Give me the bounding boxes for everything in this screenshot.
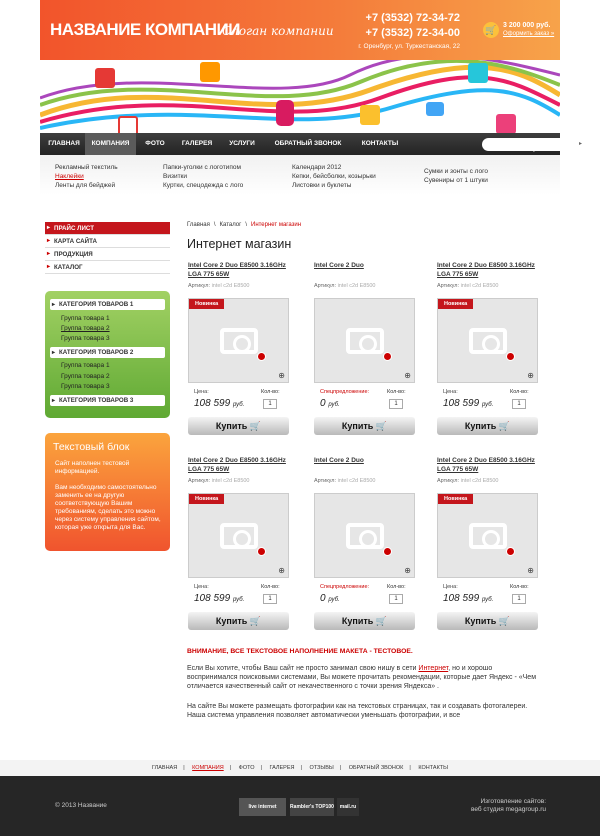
product-article: Артикул: intel c2d E8500 <box>314 283 376 289</box>
fnav-callback[interactable]: ОБРАТНЫЙ ЗВОНОК <box>348 765 404 771</box>
developer-credit: Изготовление сайтов: веб студия megagroup.ru <box>470 798 546 813</box>
text-block <box>45 433 170 551</box>
category-1[interactable]: ▸ КАТЕГОРИЯ ТОВАРОВ 1 <box>50 299 165 310</box>
rambler-counter[interactable]: Rambler's TOP100 <box>290 798 334 816</box>
slogan: Слоган компании <box>222 24 334 38</box>
menu-catalog[interactable]: ▸ КАТАЛОГ <box>45 261 170 274</box>
product-image[interactable] <box>314 493 415 578</box>
product-card <box>188 456 289 626</box>
camera-icon <box>220 328 258 354</box>
subnav-item[interactable]: Визитки <box>163 173 188 180</box>
zoom-icon[interactable]: ⊕ <box>527 371 534 380</box>
no-photo-icon <box>383 352 392 361</box>
address: г. Оренбург, ул. Туркестанская, 22 <box>358 43 460 50</box>
no-photo-icon <box>506 547 515 556</box>
price-label: Цена: <box>443 389 458 395</box>
zoom-icon[interactable]: ⊕ <box>404 371 411 380</box>
qty-input[interactable]: 1 <box>389 399 403 409</box>
subnav-item[interactable]: Куртки, спецодежда с лого <box>163 182 244 189</box>
new-badge: Новинка <box>189 299 224 309</box>
content-paragraph-1: Если Вы хотите, чтобы Ваш сайт не просто занимал свою нишу в сети Интернет, но и хорошо воспринимался поисковыми системами, Вы можете прочитать рекомендации, которые дает Яндекс - «Чем отличается качественный сайт от некачественного с точки зрения Яндекса» . <box>187 665 537 690</box>
search-icon[interactable]: ▸ <box>578 141 582 147</box>
price-label: Спецпредложение: <box>320 389 370 395</box>
liveinternet-counter[interactable]: live internet <box>239 798 286 816</box>
buy-button[interactable]: Купить 🛒 <box>314 417 415 435</box>
product-name[interactable]: Intel Core 2 Duo <box>314 457 364 464</box>
breadcrumb-home[interactable]: Главная <box>187 222 210 228</box>
qty-label: Кол-во: <box>261 389 280 395</box>
fnav-company[interactable]: КОМПАНИЯ <box>192 765 224 771</box>
buy-button[interactable]: Купить 🛒 <box>188 417 289 435</box>
no-photo-icon <box>506 352 515 361</box>
qty-label: Кол-во: <box>510 389 529 395</box>
camera-icon <box>346 328 384 354</box>
qty-input[interactable]: 1 <box>512 399 526 409</box>
camera-icon <box>220 523 258 549</box>
no-photo-icon <box>257 547 266 556</box>
subnav-item[interactable]: Сумки и зонты с лого <box>424 168 489 175</box>
message-icon <box>360 105 380 125</box>
subnav-item[interactable]: Рекламный текстиль <box>55 164 118 171</box>
product-price: 108 599 руб. <box>194 593 245 604</box>
user-icon <box>95 68 115 88</box>
product-article: Артикул: intel c2d E8500 <box>188 478 250 484</box>
qty-label: Кол-во: <box>510 584 529 590</box>
category-2[interactable]: ▸ КАТЕГОРИЯ ТОВАРОВ 2 <box>50 347 165 358</box>
product-name[interactable]: Intel Core 2 Duo E8500 3.16GHz LGA 775 65W <box>188 262 286 278</box>
nav-services[interactable]: УСЛУГИ <box>229 140 255 147</box>
product-image[interactable] <box>437 493 538 578</box>
qty-input[interactable]: 1 <box>389 594 403 604</box>
zoom-icon[interactable]: ⊕ <box>278 371 285 380</box>
subnav-item[interactable]: Календари 2012 <box>292 164 342 171</box>
text-block-p2: Вам необходимо самостоятельно заменить ее на другую соответствующую Вашим требованиям, сделать это можно через систему управления сайтом, которая уже открыта для Вас. <box>55 484 161 531</box>
subnav-item[interactable]: Ленты для бейджей <box>55 182 116 189</box>
page-title: Интернет магазин <box>187 237 292 251</box>
footer <box>0 776 600 836</box>
product-name[interactable]: Intel Core 2 Duo <box>314 262 364 269</box>
product-card <box>188 261 289 431</box>
company-logo[interactable]: НАЗВАНИЕ КОМПАНИИ <box>50 20 240 39</box>
fnav-home[interactable]: ГЛАВНАЯ <box>151 765 178 771</box>
new-badge: Новинка <box>438 299 473 309</box>
camera-icon <box>469 523 507 549</box>
product-image[interactable] <box>314 298 415 383</box>
product-card <box>314 261 415 431</box>
product-price: 108 599 руб. <box>194 398 245 409</box>
group-item[interactable]: Группа товара 3 <box>61 335 110 342</box>
text-block-p1: Сайт наполнен тестовой информацией. <box>55 460 130 475</box>
nav-gallery[interactable]: ГАЛЕРЕЯ <box>181 140 213 147</box>
qty-input[interactable]: 1 <box>512 594 526 604</box>
group-item[interactable]: Группа товара 1 <box>61 362 110 369</box>
product-card <box>437 261 538 431</box>
search-input[interactable] <box>482 138 587 151</box>
product-name[interactable]: Intel Core 2 Duo E8500 3.16GHz LGA 775 65W <box>437 262 535 278</box>
new-badge: Новинка <box>189 494 224 504</box>
camera-icon <box>469 328 507 354</box>
warning-text: ВНИМАНИЕ, ВСЕ ТЕКСТОВОЕ НАПОЛНЕНИЕ МАКЕТА - ТЕСТОВОЕ. <box>187 648 413 655</box>
email-icon <box>118 116 138 133</box>
qty-input[interactable]: 1 <box>263 399 277 409</box>
buy-button[interactable]: Купить 🛒 <box>314 612 415 630</box>
header <box>40 0 560 60</box>
zoom-icon[interactable]: ⊕ <box>527 566 534 575</box>
menu-sitemap[interactable]: ▸ КАРТА САЙТА <box>45 235 170 248</box>
group-item[interactable]: Группа товара 1 <box>61 315 110 322</box>
product-article: Артикул: intel c2d E8500 <box>437 478 499 484</box>
product-price: 0 руб. <box>320 398 340 409</box>
menu-price-list[interactable]: ▸ ПРАЙС ЛИСТ <box>45 222 170 235</box>
camera-icon <box>346 523 384 549</box>
mail-icon <box>496 114 516 133</box>
subnav-item[interactable]: Сувениры от 1 штуки <box>424 177 488 184</box>
product-image[interactable] <box>188 493 289 578</box>
zoom-icon[interactable]: ⊕ <box>404 566 411 575</box>
product-name[interactable]: Intel Core 2 Duo E8500 3.16GHz LGA 775 65W <box>437 457 535 473</box>
price-label: Цена: <box>443 584 458 590</box>
copyright: © 2013 Название <box>55 802 107 809</box>
product-name[interactable]: Intel Core 2 Duo E8500 3.16GHz LGA 775 65W <box>188 457 286 473</box>
category-3[interactable]: ▸ КАТЕГОРИЯ ТОВАРОВ 3 <box>50 395 165 406</box>
menu-products[interactable]: ▸ ПРОДУКЦИЯ <box>45 248 170 261</box>
sub-nav <box>40 155 560 195</box>
no-photo-icon <box>257 352 266 361</box>
subnav-item[interactable]: Кепки, бейсболки, козырьки <box>292 173 376 180</box>
chat-icon <box>200 62 220 82</box>
breadcrumb-catalog[interactable]: Каталог <box>219 222 242 228</box>
product-image[interactable] <box>188 298 289 383</box>
checkout-link[interactable]: Оформить заказ » <box>503 31 555 37</box>
side-menu <box>45 222 170 274</box>
qty-input[interactable]: 1 <box>263 594 277 604</box>
qty-label: Кол-во: <box>261 584 280 590</box>
content-paragraph-2: На сайте Вы можете размещать фотографии как на текстовых страницах, так и создавать фотогалереи. Наша система управления позволяет автоматически уменьшать фотографии, и все <box>187 703 528 719</box>
product-price: 0 руб. <box>320 593 340 604</box>
group-item[interactable]: Группа товара 2 <box>61 325 110 332</box>
buy-button[interactable]: Купить 🛒 <box>437 417 538 435</box>
qty-label: Кол-во: <box>387 584 406 590</box>
phone-icon <box>276 100 294 126</box>
internet-link[interactable]: Интернет <box>418 665 449 672</box>
price-label: Цена: <box>194 584 209 590</box>
product-card <box>314 456 415 626</box>
product-price: 108 599 руб. <box>443 398 494 409</box>
buy-button[interactable]: Купить 🛒 <box>188 612 289 630</box>
profile-icon <box>468 63 488 83</box>
phone-1: +7 (3532) 72-34-72 <box>365 12 460 24</box>
price-label: Цена: <box>194 389 209 395</box>
group-item[interactable]: Группа товара 2 <box>61 373 110 380</box>
subnav-item[interactable]: Наклейки <box>55 173 84 180</box>
buy-button[interactable]: Купить 🛒 <box>437 612 538 630</box>
text-block-title: Текстовый блок <box>53 441 130 453</box>
cart-icon[interactable]: 🛒 <box>483 22 499 38</box>
nav-callback[interactable]: ОБРАТНЫЙ ЗВОНОК <box>274 140 342 147</box>
subnav-item[interactable]: Листовки и буклеты <box>292 182 352 189</box>
category-block <box>45 291 170 418</box>
cart-sum: 3 200 000 руб. <box>503 22 551 29</box>
cart-banner-icon <box>426 102 444 116</box>
nav-home[interactable]: ГЛАВНАЯ <box>48 140 80 147</box>
banner <box>40 60 560 133</box>
nav-company[interactable]: КОМПАНИЯ <box>85 133 136 155</box>
fnav-contacts[interactable]: КОНТАКТЫ <box>418 765 449 771</box>
footer-nav: ГЛАВНАЯ | КОМПАНИЯ | ФОТО | ГАЛЕРЕЯ | ОТЗЫВЫ | ОБРАТНЫЙ ЗВОНОК | КОНТАКТЫ <box>0 760 600 776</box>
search-placeholder: поиск по сайту <box>488 145 537 152</box>
product-article: Артикул: intel c2d E8500 <box>188 283 250 289</box>
qty-label: Кол-во: <box>387 389 406 395</box>
nav-contacts[interactable]: КОНТАКТЫ <box>361 140 399 147</box>
group-item[interactable]: Группа товара 3 <box>61 383 110 390</box>
phone-2: +7 (3532) 72-34-00 <box>365 27 460 39</box>
zoom-icon[interactable]: ⊕ <box>278 566 285 575</box>
product-article: Артикул: intel c2d E8500 <box>437 283 499 289</box>
breadcrumb: Главная \ Каталог \ Интернет магазин <box>187 222 302 228</box>
price-label: Спецпредложение: <box>320 584 370 590</box>
product-price: 108 599 руб. <box>443 593 494 604</box>
main-nav <box>40 133 582 155</box>
no-photo-icon <box>383 547 392 556</box>
mailru-counter[interactable]: mail.ru <box>337 798 359 816</box>
fnav-photo[interactable]: ФОТО <box>238 765 255 771</box>
fnav-reviews[interactable]: ОТЗЫВЫ <box>309 765 334 771</box>
product-image[interactable] <box>437 298 538 383</box>
nav-photo[interactable]: ФОТО <box>145 140 165 147</box>
fnav-gallery[interactable]: ГАЛЕРЕЯ <box>269 765 295 771</box>
product-article: Артикул: intel c2d E8500 <box>314 478 376 484</box>
new-badge: Новинка <box>438 494 473 504</box>
subnav-item[interactable]: Папки-уголки с логотипом <box>163 164 241 171</box>
product-card <box>437 456 538 626</box>
breadcrumb-current: Интернет магазин <box>251 222 302 228</box>
